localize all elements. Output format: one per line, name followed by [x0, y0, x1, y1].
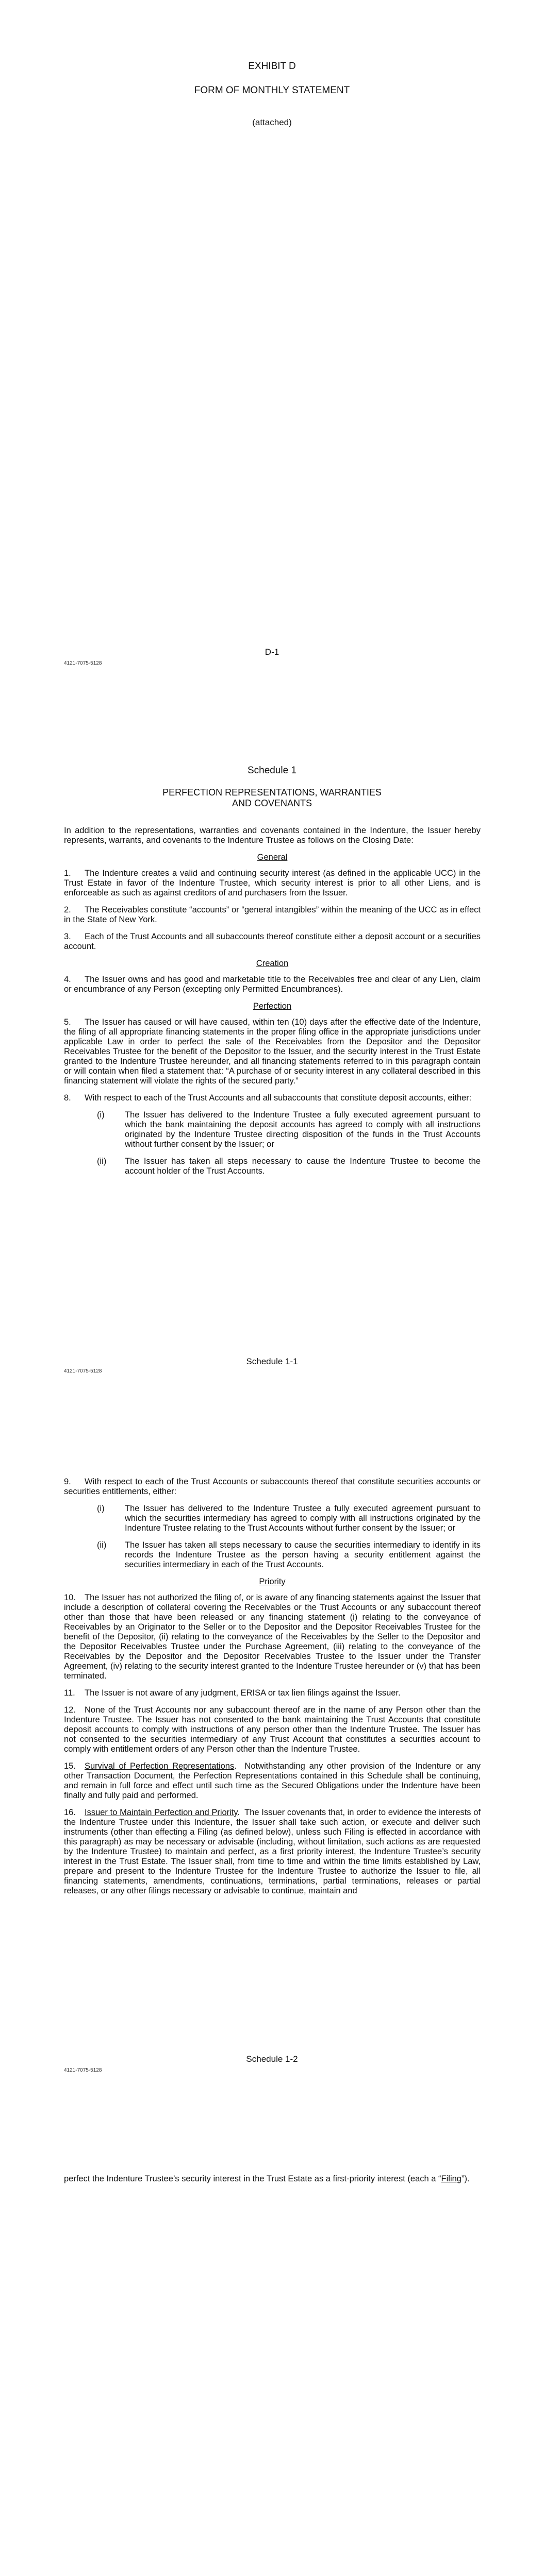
paragraph-9-i — [97, 1504, 481, 1533]
document-id: 4121-7075-5128 — [64, 660, 102, 666]
paragraph-number: 10. — [64, 1593, 76, 1602]
paragraph-number: 5. — [64, 1018, 71, 1027]
defined-term-filing: Filing — [441, 2174, 461, 2183]
document-id: 4121-7075-5128 — [64, 1368, 102, 1374]
paragraph-1 — [64, 869, 481, 898]
paragraph-text: Each of the Trust Accounts and all subaccounts thereof constitute either a deposit account or a securities account. — [64, 932, 481, 951]
paragraph-9-ii — [97, 1540, 481, 1570]
paragraph-3 — [64, 932, 481, 952]
schedule-title: Schedule 1 — [247, 765, 297, 776]
section-perfection-heading: Perfection — [253, 1002, 292, 1011]
paragraph-text: The Indenture creates a valid and continuing security interest (as defined in the applicable UCC) in the Trust Estate in favor of the Indenture Trustee, which security interest is prior to all other Liens, and is enforceable as such as against creditors of and purchasers from the Issuer. — [64, 869, 481, 897]
paragraph-text: The Issuer owns and has good and marketable title to the Receivables free and clear of any Lien, claim or encumbrance of any Person (excepting only Permitted Encumbrances). — [64, 975, 481, 994]
paragraph-11 — [64, 1688, 481, 1698]
subparagraph-text: The Issuer has taken all steps necessary to cause the Indenture Trustee to become the account holder of the Trust Accounts. — [125, 1157, 481, 1176]
paragraph-16: 16. Issuer to Maintain Perfection and Priority. The Issuer covenants that, in order to evidence the interests of the Indenture Trustee under this Indenture, the Issuer shall take such action, or execute and deliver such instruments (other than effecting a Filing (as defined below), unless such Filing is effected in accordance with this paragraph) as may be necessary or advisable (including, without limitation, such actions as are requested by the Indenture Trustee) to maintain and perfect, as a first priority interest, the Indenture Trustee’s security interest in the Trust Estate. The Issuer shall, from time to time and within the time limits established by Law, prepare and present to the Indenture Trustee for the Indenture Trustee to authorize the Issuer to file, all financing statements, amendments, continuations, terminations, partial terminations, releases or partial releases, or any other filings necessary or advisable to continue, maintain and — [64, 1808, 481, 1895]
subparagraph-text: The Issuer has delivered to the Indenture Trustee a fully executed agreement pursuant to which the bank maintaining the deposit accounts has agreed to comply with all instructions originated by the Indenture Trustee directing disposition of the funds in the Trust Accounts without further consent by the Issuer; or — [125, 1110, 481, 1149]
paragraph-8-i — [97, 1110, 481, 1149]
exhibit-note: (attached) — [252, 117, 292, 127]
paragraph-12 — [64, 1705, 481, 1754]
schedule-page-3 — [0, 2110, 544, 2576]
paragraph-text: Notwithstanding any other provision of the Indenture or any other Transaction Document, the Perfection Representations contained in this Schedule shall be continuing, and remain in full force and effect until such time as the Secured Obligations under the Indenture have been finally and fully paid and performed. — [64, 1761, 481, 1800]
page-footer: Schedule 1-1 — [246, 1357, 298, 1366]
subparagraph-text: The Issuer has delivered to the Indenture Trustee a fully executed agreement pursuant to which the securities intermediary has agreed to comply with all instructions originated by the Indenture Trustee relating to the Trust Accounts without further consent by the Issuer; or — [125, 1504, 481, 1533]
paragraph-text: With respect to each of the Trust Accounts or subaccounts thereof that constitute securities accounts or securities entitlements, either: — [64, 1477, 481, 1496]
paragraph-number: 8. — [64, 1093, 71, 1103]
paragraph-number: 12. — [64, 1705, 76, 1715]
document-id: 4121-7075-5128 — [64, 2067, 102, 2073]
section-creation-heading: Creation — [256, 959, 289, 968]
schedule-page-1 — [0, 703, 544, 1406]
schedule-body-2 — [64, 1477, 481, 1896]
paragraph-number: 2. — [64, 905, 71, 914]
paragraph-9 — [64, 1477, 481, 1497]
paragraph-2 — [64, 905, 481, 925]
subparagraph-number: (i) — [97, 1504, 105, 1513]
page-number: D-1 — [265, 647, 279, 657]
paragraph-text: None of the Trust Accounts nor any subaccount thereof are in the name of any Person other than the Indenture Trustee. The Issuer has not consented to the bank maintaining the Trust Accounts that constitute deposit accounts to comply with instructions of any person other than the Indenture Trustee. The Issuer has not consented to the securities intermediary of any Trust Account that constitutes a securities account to comply with entitlement orders of any Person other than the Indenture Trustee. — [64, 1705, 481, 1754]
paragraph-heading: Issuer to Maintain Perfection and Priority — [85, 1808, 238, 1817]
paragraph-heading: Survival of Perfection Representations — [85, 1761, 235, 1771]
paragraph-text: The Issuer has caused or will have caused, within ten (10) days after the effective date of the Indenture, the filing of all appropriate financing statements in the proper filing office in the appropriate jurisdictions under applicable Law in order to perfect the sale of the Receivables from the Depositor and the Depositor Receivables Trustee for the benefit of the Depositor to the Issuer, and the security interest in the Trust Estate granted to the Indenture Trustee hereunder, and all financing statements referred to in this paragraph contain or will contain when filed a statement that: “A purchase of or security interest in any collateral described in this financing statement will violate the rights of the secured party.” — [64, 1018, 481, 1086]
paragraph-4 — [64, 975, 481, 994]
subparagraph-number: (ii) — [97, 1540, 107, 1550]
exhibit-d-page — [0, 0, 544, 703]
paragraph-10 — [64, 1593, 481, 1681]
exhibit-title: EXHIBIT D — [248, 61, 296, 72]
page-footer: Schedule 1-2 — [246, 2054, 298, 2064]
paragraph-text: The Issuer covenants that, in order to evidence the interests of the Indenture Trustee under this Indenture, the Issuer shall take such action, or execute and deliver such instruments (other than effecting a Filing (as defined below), unless such Filing is effected in accordance with this paragraph) as may be necessary or advisable (including, without limitation, such actions as are requested by the Indenture Trustee) to maintain and perfect, as a first priority interest, the Indenture Trustee’s security interest in the Trust Estate. The Issuer shall, from time to time and within the time limits established by Law, prepare and present to the Indenture Trustee for the Indenture Trustee to authorize the Issuer to file, all financing statements, amendments, continuations, terminations, partial terminations, releases or partial releases, or any other filings necessary or advisable to continue, maintain and — [64, 1808, 481, 1895]
paragraph-15: 15. Survival of Perfection Representations. Notwithstanding any other provision of the Indenture or any other Transaction Document, the Perfection Representations contained in this Schedule shall be continuing, and remain in full force and effect until such time as the Secured Obligations under the Indenture have been finally and fully paid and performed. — [64, 1761, 481, 1800]
paragraph-number: 1. — [64, 869, 71, 878]
schedule-page-2 — [0, 1406, 544, 2110]
schedule-heading-line1: PERFECTION REPRESENTATIONS, WARRANTIES — [162, 787, 382, 798]
section-priority-heading: Priority — [259, 1577, 286, 1586]
paragraph-text: The Receivables constitute “accounts” or “general intangibles” within the meaning of the UCC as in effect in the State of New York. — [64, 905, 481, 924]
paragraph-text: The Issuer has not authorized the filing of, or is aware of any financing statements against the Issuer that include a description of collateral covering the Receivables or the Trust Accounts or any subaccount thereof other than those that have been released or any financing statement (i) relating to the conveyance of Receivables by an Originator to the Seller or to the Depositor and the Depositor Receivables Trustee for the benefit of the Depositor, (ii) relating to the conveyance of the Receivables by the Seller to the Depositor and the Depositor Receivables Trustee under the Purchase Agreement, (iii) relating to the conveyance of the Receivables by the Depositor and the Depositor Receivables Trustee to the Issuer under the Transfer Agreement, (iv) relating to the security interest granted to the Indenture Trustee hereunder or (v) that has been terminated. — [64, 1593, 481, 1681]
paragraph-5 — [64, 1018, 481, 1086]
paragraph-number: 15. — [64, 1761, 76, 1771]
paragraph-number: 3. — [64, 932, 71, 941]
subparagraph-number: (ii) — [97, 1157, 107, 1166]
schedule-heading-line2: AND COVENANTS — [232, 798, 312, 808]
paragraph-number: 9. — [64, 1477, 71, 1486]
paragraph-number: 16. — [64, 1808, 76, 1817]
schedule-body-3 — [64, 2174, 481, 2191]
exhibit-subtitle: FORM OF MONTHLY STATEMENT — [194, 85, 350, 96]
paragraph-number: 4. — [64, 975, 71, 984]
paragraph-text: The Issuer is not aware of any judgment, ERISA or tax lien filings against the Issuer. — [85, 1688, 401, 1698]
continuation-text-end: ”). — [461, 2174, 470, 2183]
schedule-heading — [0, 787, 544, 809]
section-general-heading: General — [257, 853, 288, 862]
schedule-body-1 — [64, 826, 481, 1183]
subparagraph-text: The Issuer has taken all steps necessary to cause the securities intermediary to identify in its records the Indenture Trustee as the person having a security entitlement against the securities intermediary in each of the Trust Accounts. — [125, 1540, 481, 1569]
paragraph-number: 11. — [64, 1688, 75, 1698]
paragraph-16-continued — [64, 2174, 481, 2184]
paragraph-text: With respect to each of the Trust Accounts and all subaccounts that constitute deposit accounts, either: — [85, 1093, 472, 1103]
intro-paragraph: In addition to the representations, warranties and covenants contained in the Indenture, the Issuer hereby represents, warrants, and covenants to the Indenture Trustee as follows on the Closing Date: — [64, 826, 481, 845]
continuation-text: perfect the Indenture Trustee’s security interest in the Trust Estate as a first-priority interest (each a “ — [64, 2174, 441, 2183]
paragraph-8-ii — [97, 1157, 481, 1176]
subparagraph-number: (i) — [97, 1110, 105, 1120]
paragraph-8 — [64, 1093, 481, 1103]
